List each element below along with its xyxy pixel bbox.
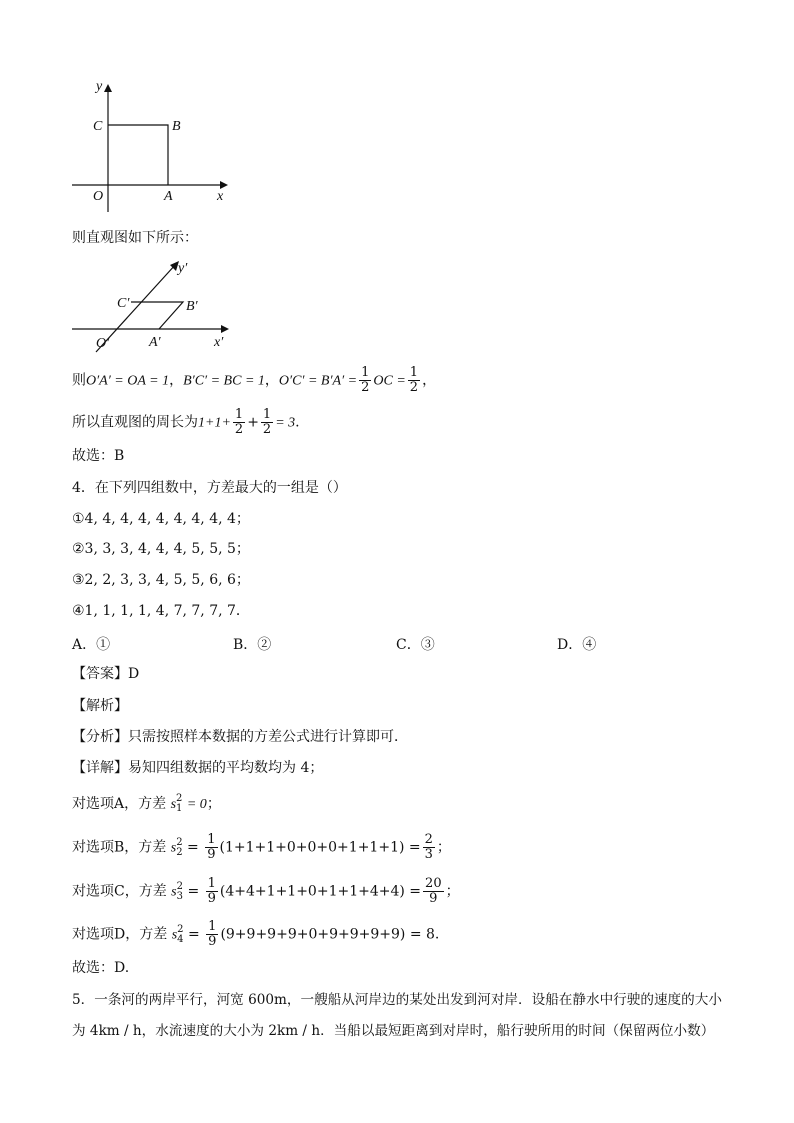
fraction-half: $\frac{1}{2}$ (262, 407, 272, 437)
equation-lengths: 则O′A′ = OA = 1，B′C′ = BC = 1，O′C′ = B′A′ = $\frac{1}{2}$ OC = $\frac{1}{2}$ ， (72, 365, 437, 395)
choose-d: 故选：D. (72, 960, 130, 976)
square-oabc (108, 125, 168, 185)
x-prime-arrow (221, 325, 229, 333)
fraction-twenty-ninths: $\frac{20}{9}$ (425, 876, 442, 906)
question-5-line-1: 5．一条河的两岸平行，河宽 600m，一艘船从河岸边的某处出发到河对岸．设船在静水中行驶的速度的大小 (72, 992, 722, 1008)
variance-d: 对选项D，方差 s 2 4 = $\frac{1}{9}$ (9+9+9+9+0+9+9+9+9) = 8. (72, 919, 440, 949)
option-c: C．③ (396, 637, 435, 653)
label-a-prime: A′ (149, 335, 161, 350)
label-y: y (96, 79, 103, 94)
option-a: A．① (72, 637, 111, 653)
perimeter-line: 所以直观图的周长为1+1+ $\frac{1}{2}$ + $\frac{1}{2}$ = 3. (72, 407, 300, 437)
fraction-one-ninth: $\frac{1}{9}$ (207, 832, 216, 862)
question-4: 4．在下列四组数中，方差最大的一组是（） (72, 480, 347, 496)
variance-c: 对选项C，方差 s 2 3 = $\frac{1}{9}$ (4+4+1+1+0+1+1+4+4) = $\frac{20}{9}$ ； (72, 876, 460, 906)
label-o-prime: O′ (96, 336, 110, 351)
set-1: ①4, 4, 4, 4, 4, 4, 4, 4, 4； (72, 511, 250, 527)
option-b: B．② (233, 637, 272, 653)
intro-text: 则直观图如下所示： (72, 230, 198, 246)
variance-b: 对选项B，方差 s 2 2 = $\frac{1}{9}$ (1+1+1+0+0+0+1+1+1) = $\frac{2}{3}$ ； (72, 832, 451, 862)
set-4: ④1, 1, 1, 1, 4, 7, 7, 7, 7． (72, 603, 250, 619)
fraction-half: $\frac{1}{2}$ (361, 365, 370, 395)
label-c-prime: C′ (117, 296, 130, 311)
answer: 【答案】D (72, 666, 140, 682)
fraction-two-thirds: $\frac{2}{3}$ (424, 832, 433, 862)
parallelogram (131, 302, 183, 329)
label-x-prime: x′ (214, 335, 224, 350)
fraction-one-ninth: $\frac{1}{9}$ (207, 876, 216, 906)
variance-a: 对选项A，方差 s 2 1 = 0； (72, 793, 221, 814)
y-axis-arrow (104, 84, 112, 92)
fraction-half: $\frac{1}{2}$ (234, 407, 244, 437)
analysis: 【分析】只需按照样本数据的方差公式进行计算即可． (72, 729, 408, 745)
question-5-line-2: 为 4km / h，水流速度的大小为 2km / h．当船以最短距离到对岸时，船行驶所用的时间（保留两位小数） (72, 1023, 715, 1039)
original-figure (60, 72, 250, 212)
x-axis-arrow (220, 181, 228, 189)
label-o: O (93, 189, 104, 204)
set-2: ②3, 3, 3, 4, 4, 4, 5, 5, 5； (72, 541, 250, 557)
fraction-half: $\frac{1}{2}$ (409, 365, 419, 395)
detail: 【详解】易知四组数据的平均数均为 4； (72, 760, 324, 776)
analysis-heading: 【解析】 (72, 698, 128, 714)
choose-b: 故选：B (72, 448, 125, 464)
fraction-one-ninth: $\frac{1}{9}$ (208, 919, 217, 949)
label-c: C (93, 119, 103, 134)
oblique-figure (66, 254, 246, 354)
label-b-prime: B′ (186, 299, 198, 314)
label-b: B (172, 119, 181, 134)
set-3: ③2, 2, 3, 3, 4, 5, 5, 6, 6； (72, 572, 250, 588)
label-a: A (164, 189, 173, 204)
option-d: D．④ (557, 637, 597, 653)
label-y-prime: y′ (178, 261, 188, 276)
label-x: x (217, 189, 224, 204)
